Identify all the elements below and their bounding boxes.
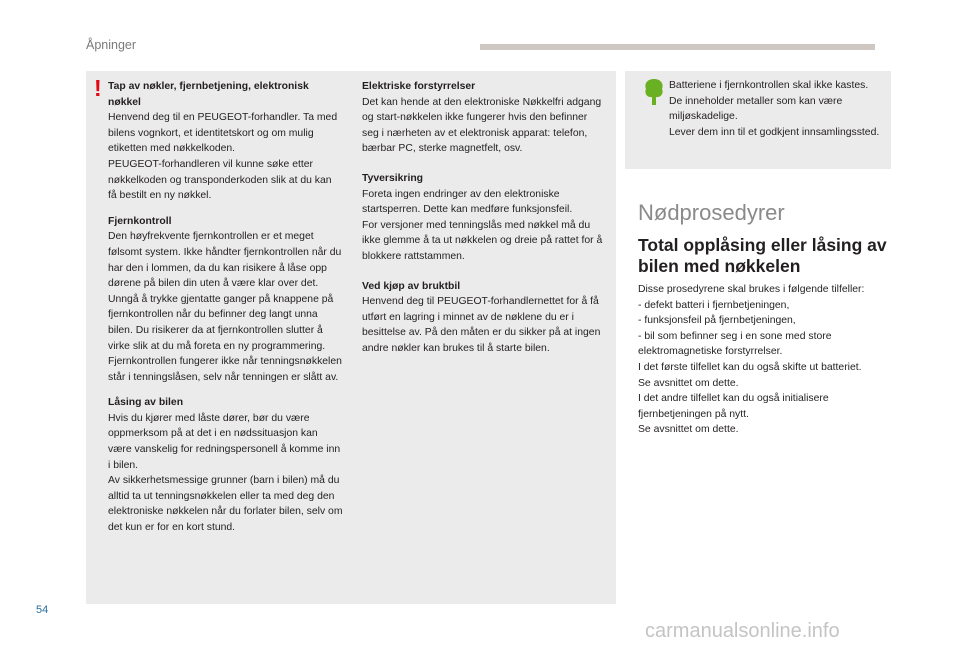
block-title: Tyversikring (362, 172, 424, 184)
section-title: Nødprosedyrer (638, 200, 785, 225)
used-car-block (362, 279, 604, 357)
exclamation-icon: ! (94, 75, 102, 101)
locking-block (108, 395, 343, 535)
block-title: Ved kjøp av bruktbil (362, 280, 461, 292)
block-title: Låsing av bilen (108, 397, 184, 409)
interference-block (362, 79, 604, 157)
block-title: Fjernkontroll (108, 215, 172, 227)
middle-column (362, 79, 604, 367)
block-text: Henvend deg til PEUGEOT-forhandlernettet for å få utført en lagring i minnet av de nøklene du er i besittelse av. På den måten er du sikker på at ingen andre nøkler kan brukes til å starte bilen. (362, 296, 601, 354)
header-section-title: Åpninger (86, 38, 137, 52)
procedure-subtitle: Total opplåsing eller låsing av bilen med nøkkelen (638, 235, 887, 276)
immobiliser-block (362, 171, 604, 265)
header-divider-bar (480, 44, 875, 50)
block-title: Elektriske forstyrrelser (362, 81, 476, 92)
watermark: carmanualsonline.info (645, 620, 840, 642)
lost-keys-block (108, 79, 343, 204)
left-column (108, 79, 343, 546)
block-text: Foreta ingen endringer av den elektroniske startsperren. Dette kan medføre funksjonsfeil. For versjoner med tenningslås med nøkkel må du ikke glemme å ta ut nøkkelen og dreie på rattet for å blokkere rattstammen. (362, 188, 603, 262)
block-text: Henvend deg til en PEUGEOT-forhandler. Ta med bilens vognkort, et identitetskort og om mulig etiketten med nøkkelkoden. PEUGEOT-forhandleren vil kunne søke etter nøkkelkoden og transponderkoden slik at du kan få bestilt en ny nøkkel. (108, 112, 338, 202)
leaf-icon (643, 78, 665, 106)
procedure-body: Disse prosedyrene skal brukes i følgende tilfeller: - defekt batteri i fjernbetjeningen, - funksjonsfeil på fjernbetjeningen, - bil som befinner seg i en sone med store elektromagnetiske forstyrrelser. I det første tilfellet kan du også skifte ut batteriet. Se avsnittet om dette. I det andre tilfellet kan du også initialisere fjernbetjeningen på nytt. Se avsnittet om dette. (638, 284, 865, 436)
block-text: Det kan hende at den elektroniske Nøkkelfri adgang og start-nøkkelen ikke fungerer hvis den befinner seg i nærheten av et elektronisk apparat: telefon, bærbar PC, sterke magnetfelt, osv. (362, 96, 602, 155)
block-text: Hvis du kjører med låste dører, bør du være oppmerksom på at det i en nødssituasjon kan være vanskelig for redningspersonell å komme inn i bilen. Av sikkerhetsmessige grunner (barn i bilen) må du alltid ta ut tenningsnøkkelen eller ta med deg den elektroniske nøkkelen når du forlater bilen, selv om det kun er for en kort stund. (108, 412, 343, 534)
page-number: 54 (36, 604, 49, 616)
eco-note: Batteriene i fjernkontrollen skal ikke kastes. De inneholder metaller som kan være miljøskadelige. Lever dem inn til et godkjent innsamlingssted. (669, 80, 880, 138)
block-text: Den høyfrekvente fjernkontrollen er et meget følsomt system. Ikke håndter fjernkontrollen når du har den i lommen, da du kan risikere å låse opp dørene på bilen din uten å være klar over det. Unngå å trykke gjentatte ganger på knappene på fjernkontrollen når du befinner deg langt unna bilen. Du risikerer da at fjernkontrollen slutter å virke slik at du må foreta en ny programmering. Fjernkontrollen fungerer ikke når tenningsnøkkelen står i tenningslåsen, selv når tenningen er slått av. (108, 231, 342, 383)
remote-control-block (108, 214, 343, 386)
block-title: Tap av nøkler, fjernbetjening, elektronisk nøkkel (108, 81, 309, 108)
